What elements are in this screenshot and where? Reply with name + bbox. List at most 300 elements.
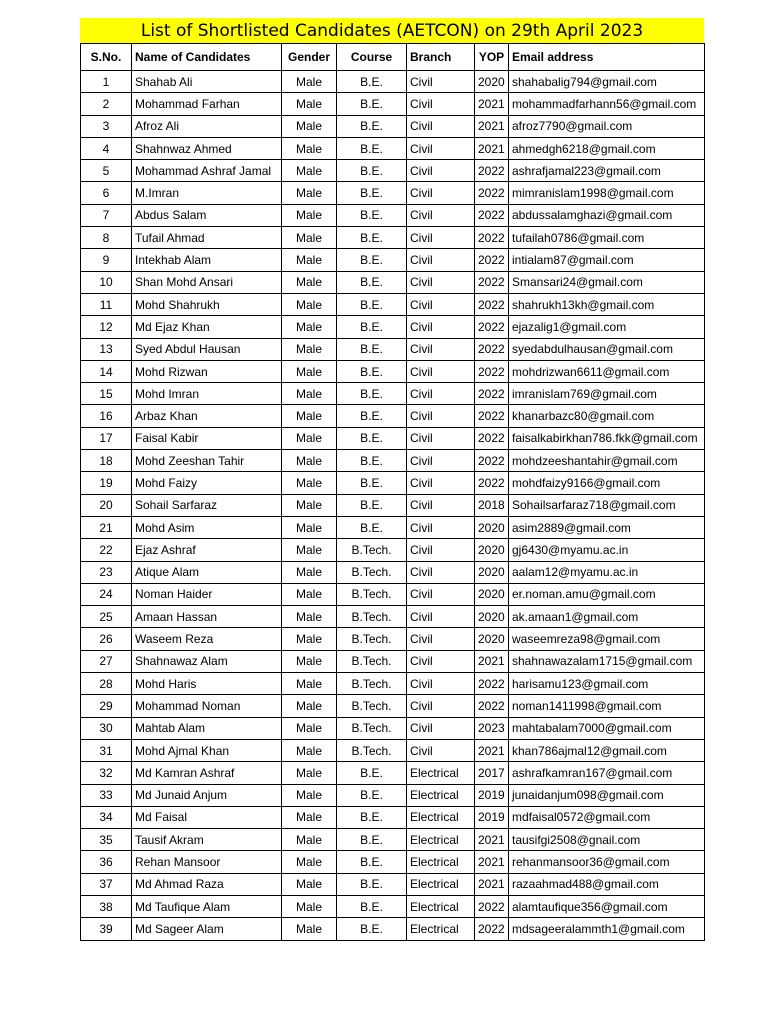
cell-email: rehanmansoor36@gmail.com [509, 851, 705, 873]
cell-branch: Civil [407, 450, 475, 472]
cell-yop: 2020 [475, 71, 509, 93]
cell-email: ashrafkamran167@gmail.com [509, 762, 705, 784]
cell-gender: Male [282, 851, 337, 873]
candidates-table [80, 43, 705, 941]
cell-email: aalam12@myamu.ac.in [509, 561, 705, 583]
col-yop-header: YOP [475, 44, 509, 71]
cell-sno: 22 [81, 539, 132, 561]
cell-course: B.Tech. [337, 673, 407, 695]
cell-branch: Civil [407, 182, 475, 204]
cell-gender: Male [282, 137, 337, 159]
table-row [81, 472, 705, 494]
cell-sno: 39 [81, 918, 132, 940]
cell-gender: Male [282, 606, 337, 628]
table-row [81, 338, 705, 360]
cell-branch: Electrical [407, 895, 475, 917]
cell-yop: 2022 [475, 160, 509, 182]
cell-yop: 2021 [475, 851, 509, 873]
cell-email: shahrukh13kh@gmail.com [509, 293, 705, 315]
cell-gender: Male [282, 427, 337, 449]
cell-email: er.noman.amu@gmail.com [509, 583, 705, 605]
cell-branch: Civil [407, 695, 475, 717]
cell-email: ejazalig1@gmail.com [509, 316, 705, 338]
cell-yop: 2021 [475, 93, 509, 115]
cell-course: B.E. [337, 182, 407, 204]
cell-name: Waseem Reza [132, 628, 282, 650]
cell-gender: Male [282, 918, 337, 940]
cell-email: khanarbazc80@gmail.com [509, 405, 705, 427]
cell-course: B.E. [337, 338, 407, 360]
cell-sno: 32 [81, 762, 132, 784]
cell-email: abdussalamghazi@gmail.com [509, 204, 705, 226]
sheet-title: List of Shortlisted Candidates (AETCON) on 29th April 2023 [80, 18, 704, 43]
cell-gender: Male [282, 561, 337, 583]
cell-name: Shahnwaz Ahmed [132, 137, 282, 159]
cell-name: Afroz Ali [132, 115, 282, 137]
cell-gender: Male [282, 360, 337, 382]
cell-name: Tufail Ahmad [132, 227, 282, 249]
cell-course: B.E. [337, 71, 407, 93]
cell-branch: Civil [407, 427, 475, 449]
cell-course: B.E. [337, 115, 407, 137]
cell-sno: 19 [81, 472, 132, 494]
cell-sno: 33 [81, 784, 132, 806]
cell-yop: 2017 [475, 762, 509, 784]
cell-sno: 13 [81, 338, 132, 360]
cell-yop: 2020 [475, 516, 509, 538]
cell-email: ahmedgh6218@gmail.com [509, 137, 705, 159]
table-row [81, 71, 705, 93]
cell-course: B.Tech. [337, 717, 407, 739]
table-row [81, 227, 705, 249]
table-row [81, 293, 705, 315]
table-row [81, 806, 705, 828]
cell-branch: Civil [407, 383, 475, 405]
cell-sno: 31 [81, 739, 132, 761]
cell-yop: 2022 [475, 338, 509, 360]
cell-name: Rehan Mansoor [132, 851, 282, 873]
cell-course: B.E. [337, 227, 407, 249]
cell-email: mimranislam1998@gmail.com [509, 182, 705, 204]
cell-gender: Male [282, 338, 337, 360]
cell-name: Mohd Imran [132, 383, 282, 405]
cell-sno: 9 [81, 249, 132, 271]
col-course-header: Course [337, 44, 407, 71]
cell-yop: 2020 [475, 606, 509, 628]
cell-course: B.Tech. [337, 650, 407, 672]
table-row [81, 650, 705, 672]
cell-sno: 26 [81, 628, 132, 650]
cell-branch: Civil [407, 293, 475, 315]
cell-gender: Male [282, 71, 337, 93]
cell-name: Ejaz Ashraf [132, 539, 282, 561]
cell-course: B.Tech. [337, 583, 407, 605]
cell-gender: Male [282, 784, 337, 806]
cell-gender: Male [282, 115, 337, 137]
cell-email: mdsageeralammth1@gmail.com [509, 918, 705, 940]
table-row [81, 137, 705, 159]
cell-email: harisamu123@gmail.com [509, 673, 705, 695]
cell-branch: Civil [407, 316, 475, 338]
table-row [81, 115, 705, 137]
cell-gender: Male [282, 739, 337, 761]
cell-name: Mohd Rizwan [132, 360, 282, 382]
table-row [81, 204, 705, 226]
cell-name: Mohd Shahrukh [132, 293, 282, 315]
col-sno-header: S.No. [81, 44, 132, 71]
cell-email: razaahmad488@gmail.com [509, 873, 705, 895]
cell-branch: Electrical [407, 762, 475, 784]
cell-branch: Civil [407, 160, 475, 182]
cell-branch: Civil [407, 739, 475, 761]
cell-sno: 28 [81, 673, 132, 695]
cell-yop: 2022 [475, 360, 509, 382]
cell-yop: 2022 [475, 227, 509, 249]
cell-email: syedabdulhausan@gmail.com [509, 338, 705, 360]
table-row [81, 561, 705, 583]
cell-email: khan786ajmal12@gmail.com [509, 739, 705, 761]
cell-course: B.E. [337, 316, 407, 338]
cell-name: Md Ejaz Khan [132, 316, 282, 338]
cell-name: Md Sageer Alam [132, 918, 282, 940]
cell-sno: 17 [81, 427, 132, 449]
cell-course: B.E. [337, 293, 407, 315]
cell-yop: 2020 [475, 539, 509, 561]
cell-email: alamtaufique356@gmail.com [509, 895, 705, 917]
cell-sno: 6 [81, 182, 132, 204]
cell-branch: Civil [407, 650, 475, 672]
cell-gender: Male [282, 227, 337, 249]
cell-name: Md Ahmad Raza [132, 873, 282, 895]
cell-branch: Electrical [407, 918, 475, 940]
cell-email: mohdfaizy9166@gmail.com [509, 472, 705, 494]
cell-gender: Male [282, 762, 337, 784]
cell-course: B.E. [337, 762, 407, 784]
cell-sno: 15 [81, 383, 132, 405]
cell-gender: Male [282, 673, 337, 695]
cell-branch: Civil [407, 583, 475, 605]
cell-email: shahnawazalam1715@gmail.com [509, 650, 705, 672]
cell-gender: Male [282, 383, 337, 405]
cell-gender: Male [282, 494, 337, 516]
cell-gender: Male [282, 717, 337, 739]
cell-course: B.E. [337, 450, 407, 472]
cell-gender: Male [282, 249, 337, 271]
cell-name: Shahab Ali [132, 71, 282, 93]
cell-name: Shahnawaz Alam [132, 650, 282, 672]
cell-yop: 2022 [475, 249, 509, 271]
table-row [81, 182, 705, 204]
cell-yop: 2023 [475, 717, 509, 739]
cell-sno: 38 [81, 895, 132, 917]
cell-name: Mahtab Alam [132, 717, 282, 739]
table-row [81, 673, 705, 695]
cell-course: B.E. [337, 271, 407, 293]
table-row [81, 628, 705, 650]
table-body [81, 71, 705, 941]
cell-sno: 35 [81, 829, 132, 851]
table-row [81, 494, 705, 516]
cell-gender: Male [282, 93, 337, 115]
cell-gender: Male [282, 204, 337, 226]
table-row [81, 895, 705, 917]
cell-branch: Civil [407, 204, 475, 226]
table-row [81, 539, 705, 561]
table-row [81, 784, 705, 806]
table-row [81, 695, 705, 717]
cell-course: B.E. [337, 160, 407, 182]
cell-name: Mohd Faizy [132, 472, 282, 494]
cell-email: noman1411998@gmail.com [509, 695, 705, 717]
cell-email: mohammadfarhann56@gmail.com [509, 93, 705, 115]
cell-gender: Male [282, 271, 337, 293]
cell-gender: Male [282, 182, 337, 204]
cell-branch: Civil [407, 606, 475, 628]
cell-sno: 10 [81, 271, 132, 293]
cell-name: Md Kamran Ashraf [132, 762, 282, 784]
cell-sno: 16 [81, 405, 132, 427]
cell-name: Atique Alam [132, 561, 282, 583]
cell-gender: Male [282, 695, 337, 717]
cell-email: imranislam769@gmail.com [509, 383, 705, 405]
cell-branch: Civil [407, 561, 475, 583]
table-row [81, 873, 705, 895]
cell-yop: 2021 [475, 873, 509, 895]
cell-name: Amaan Hassan [132, 606, 282, 628]
cell-name: Arbaz Khan [132, 405, 282, 427]
cell-yop: 2022 [475, 918, 509, 940]
table-row [81, 829, 705, 851]
cell-yop: 2022 [475, 293, 509, 315]
cell-sno: 37 [81, 873, 132, 895]
table-row [81, 450, 705, 472]
cell-branch: Civil [407, 405, 475, 427]
cell-course: B.E. [337, 829, 407, 851]
cell-course: B.E. [337, 873, 407, 895]
cell-branch: Civil [407, 494, 475, 516]
cell-gender: Male [282, 583, 337, 605]
cell-branch: Civil [407, 338, 475, 360]
cell-yop: 2020 [475, 583, 509, 605]
cell-branch: Civil [407, 71, 475, 93]
cell-course: B.E. [337, 249, 407, 271]
table-row [81, 606, 705, 628]
cell-course: B.Tech. [337, 561, 407, 583]
cell-yop: 2022 [475, 204, 509, 226]
cell-branch: Civil [407, 628, 475, 650]
cell-course: B.E. [337, 851, 407, 873]
cell-yop: 2021 [475, 115, 509, 137]
cell-name: Mohammad Farhan [132, 93, 282, 115]
cell-course: B.Tech. [337, 628, 407, 650]
cell-yop: 2022 [475, 316, 509, 338]
cell-course: B.E. [337, 360, 407, 382]
cell-gender: Male [282, 450, 337, 472]
cell-name: Noman Haider [132, 583, 282, 605]
cell-email: intialam87@gmail.com [509, 249, 705, 271]
table-row [81, 316, 705, 338]
cell-yop: 2022 [475, 383, 509, 405]
cell-course: B.E. [337, 93, 407, 115]
cell-gender: Male [282, 472, 337, 494]
cell-email: ashrafjamal223@gmail.com [509, 160, 705, 182]
cell-branch: Civil [407, 137, 475, 159]
cell-gender: Male [282, 628, 337, 650]
col-email-header: Email address [509, 44, 705, 71]
cell-name: Mohd Haris [132, 673, 282, 695]
cell-branch: Civil [407, 472, 475, 494]
cell-email: tufailah0786@gmail.com [509, 227, 705, 249]
table-row [81, 516, 705, 538]
cell-sno: 30 [81, 717, 132, 739]
cell-email: asim2889@gmail.com [509, 516, 705, 538]
table-row [81, 717, 705, 739]
cell-yop: 2021 [475, 650, 509, 672]
cell-branch: Electrical [407, 806, 475, 828]
cell-course: B.E. [337, 383, 407, 405]
cell-yop: 2020 [475, 561, 509, 583]
cell-email: mdfaisal0572@gmail.com [509, 806, 705, 828]
table-row [81, 249, 705, 271]
cell-sno: 24 [81, 583, 132, 605]
cell-yop: 2022 [475, 695, 509, 717]
cell-course: B.E. [337, 516, 407, 538]
header-row [81, 44, 705, 71]
cell-email: junaidanjum098@gmail.com [509, 784, 705, 806]
table-row [81, 405, 705, 427]
cell-email: mohdzeeshantahir@gmail.com [509, 450, 705, 472]
cell-name: Tausif Akram [132, 829, 282, 851]
cell-yop: 2021 [475, 829, 509, 851]
cell-course: B.E. [337, 137, 407, 159]
cell-branch: Civil [407, 227, 475, 249]
cell-yop: 2022 [475, 427, 509, 449]
cell-sno: 36 [81, 851, 132, 873]
cell-branch: Civil [407, 539, 475, 561]
cell-branch: Civil [407, 249, 475, 271]
cell-sno: 27 [81, 650, 132, 672]
cell-course: B.E. [337, 405, 407, 427]
col-gender-header: Gender [282, 44, 337, 71]
table-row [81, 360, 705, 382]
cell-gender: Male [282, 539, 337, 561]
cell-branch: Electrical [407, 829, 475, 851]
cell-name: Mohd Asim [132, 516, 282, 538]
cell-gender: Male [282, 829, 337, 851]
cell-sno: 25 [81, 606, 132, 628]
candidate-sheet [80, 18, 704, 941]
table-row [81, 271, 705, 293]
table-row [81, 851, 705, 873]
cell-sno: 34 [81, 806, 132, 828]
cell-name: Mohammad Ashraf Jamal [132, 160, 282, 182]
cell-name: Syed Abdul Hausan [132, 338, 282, 360]
cell-branch: Civil [407, 360, 475, 382]
cell-gender: Male [282, 405, 337, 427]
cell-course: B.Tech. [337, 606, 407, 628]
cell-sno: 8 [81, 227, 132, 249]
table-row [81, 93, 705, 115]
cell-sno: 1 [81, 71, 132, 93]
cell-gender: Male [282, 516, 337, 538]
cell-sno: 2 [81, 93, 132, 115]
cell-course: B.Tech. [337, 739, 407, 761]
cell-email: Sohailsarfaraz718@gmail.com [509, 494, 705, 516]
cell-yop: 2022 [475, 895, 509, 917]
cell-email: faisalkabirkhan786.fkk@gmail.com [509, 427, 705, 449]
cell-yop: 2021 [475, 739, 509, 761]
cell-yop: 2022 [475, 450, 509, 472]
cell-yop: 2019 [475, 806, 509, 828]
table-row [81, 918, 705, 940]
col-branch-header: Branch [407, 44, 475, 71]
cell-name: Intekhab Alam [132, 249, 282, 271]
cell-email: waseemreza98@gmail.com [509, 628, 705, 650]
cell-branch: Civil [407, 717, 475, 739]
cell-course: B.E. [337, 427, 407, 449]
cell-gender: Male [282, 293, 337, 315]
cell-course: B.E. [337, 494, 407, 516]
cell-gender: Male [282, 160, 337, 182]
cell-course: B.E. [337, 784, 407, 806]
cell-branch: Civil [407, 516, 475, 538]
cell-course: B.E. [337, 472, 407, 494]
cell-email: mohdrizwan6611@gmail.com [509, 360, 705, 382]
cell-gender: Male [282, 873, 337, 895]
cell-gender: Male [282, 650, 337, 672]
cell-email: mahtabalam7000@gmail.com [509, 717, 705, 739]
cell-sno: 20 [81, 494, 132, 516]
cell-yop: 2020 [475, 628, 509, 650]
cell-name: Md Taufique Alam [132, 895, 282, 917]
cell-name: Mohd Ajmal Khan [132, 739, 282, 761]
col-name-header: Name of Candidates [132, 44, 282, 71]
cell-yop: 2022 [475, 472, 509, 494]
cell-course: B.E. [337, 806, 407, 828]
cell-email: afroz7790@gmail.com [509, 115, 705, 137]
cell-sno: 11 [81, 293, 132, 315]
cell-sno: 3 [81, 115, 132, 137]
cell-email: shahabalig794@gmail.com [509, 71, 705, 93]
cell-course: B.Tech. [337, 539, 407, 561]
cell-branch: Electrical [407, 851, 475, 873]
cell-course: B.E. [337, 895, 407, 917]
cell-name: M.Imran [132, 182, 282, 204]
cell-yop: 2019 [475, 784, 509, 806]
table-row [81, 739, 705, 761]
cell-yop: 2022 [475, 405, 509, 427]
cell-sno: 4 [81, 137, 132, 159]
cell-name: Mohammad Noman [132, 695, 282, 717]
cell-name: Abdus Salam [132, 204, 282, 226]
cell-branch: Civil [407, 93, 475, 115]
table-row [81, 762, 705, 784]
cell-sno: 5 [81, 160, 132, 182]
cell-name: Md Faisal [132, 806, 282, 828]
cell-yop: 2018 [475, 494, 509, 516]
cell-yop: 2022 [475, 271, 509, 293]
cell-email: ak.amaan1@gmail.com [509, 606, 705, 628]
cell-email: tausifgi2508@gnail.com [509, 829, 705, 851]
cell-course: B.Tech. [337, 695, 407, 717]
cell-branch: Civil [407, 271, 475, 293]
cell-sno: 21 [81, 516, 132, 538]
cell-name: Faisal Kabir [132, 427, 282, 449]
cell-yop: 2022 [475, 673, 509, 695]
cell-yop: 2021 [475, 137, 509, 159]
cell-sno: 18 [81, 450, 132, 472]
cell-gender: Male [282, 895, 337, 917]
